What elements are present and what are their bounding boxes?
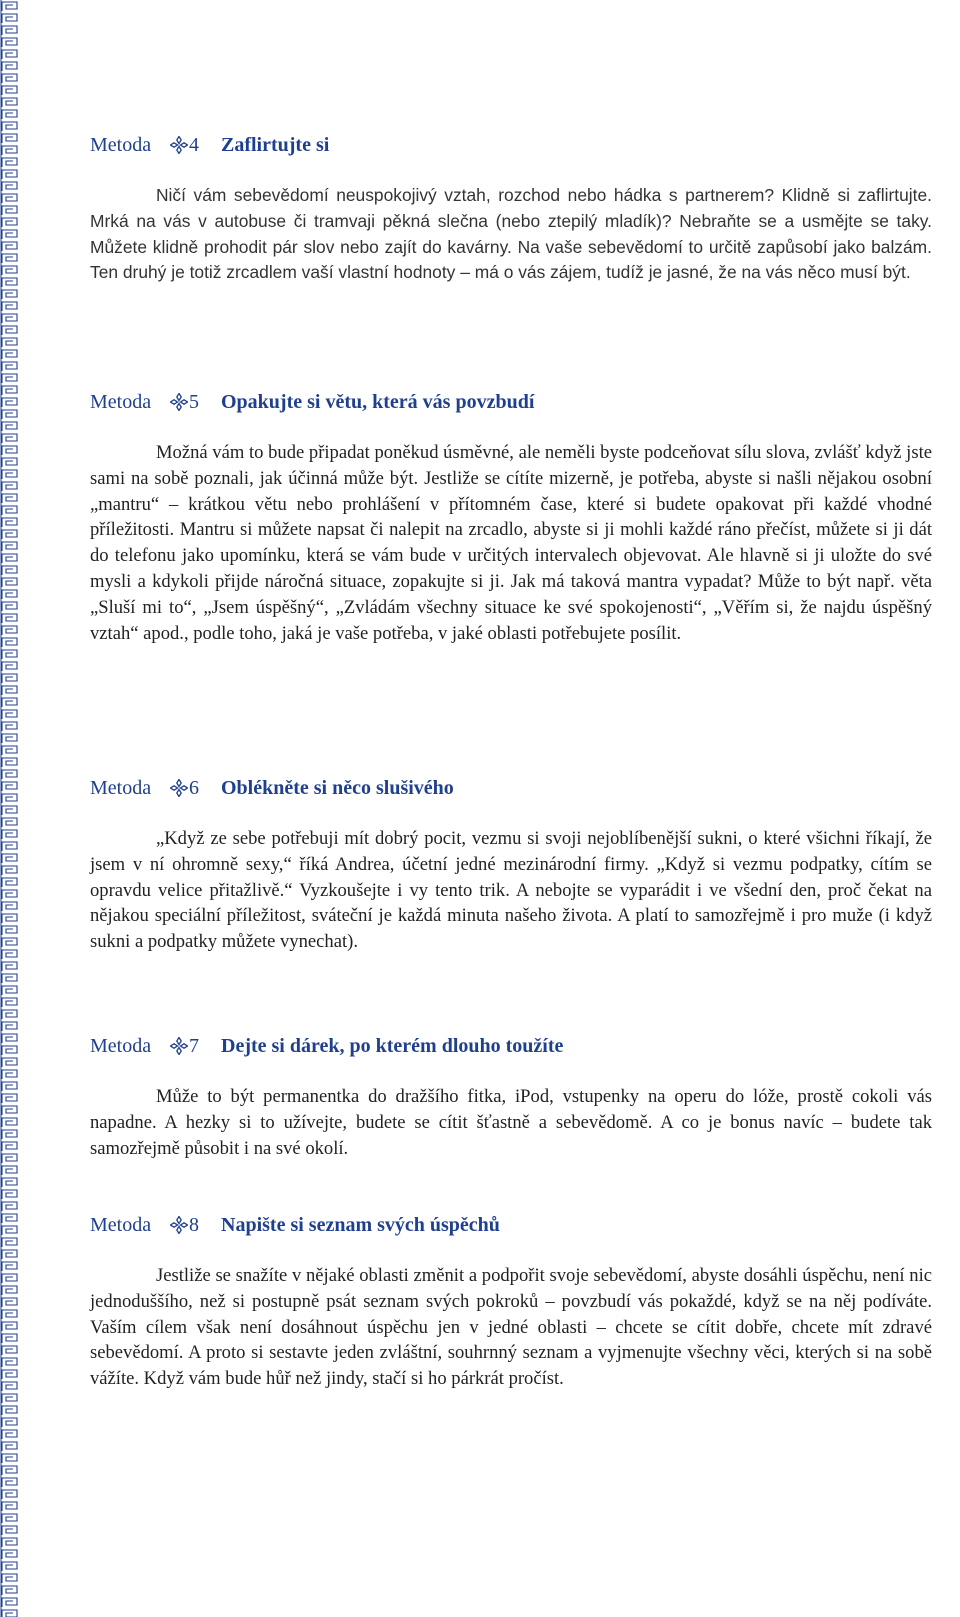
method-label: Metoda [90, 1035, 152, 1057]
four-diamond-icon [170, 393, 188, 411]
four-diamond-icon [170, 779, 188, 797]
method-heading [90, 131, 932, 159]
method-number: 8 [189, 1214, 199, 1236]
method-label: Metoda [90, 777, 152, 799]
four-diamond-icon [170, 1037, 188, 1055]
four-diamond-icon [170, 136, 188, 154]
method-label: Metoda [90, 1214, 152, 1236]
method-title: Dejte si dárek, po kterém dlouho toužíte [221, 1035, 564, 1057]
method-number: 4 [189, 134, 199, 156]
section-method-7 [90, 1032, 932, 1180]
method-heading [90, 388, 932, 416]
method-title: Opakujte si větu, která vás povzbudí [221, 391, 535, 413]
method-title: Oblékněte si něco slušivého [221, 777, 454, 799]
section-method-6 [90, 774, 932, 974]
method-paragraph: Možná vám to bude připadat poněkud úsměvné, ale neměli byste podceňovat sílu slova, zvlášť když jste sami na sobě poznali, jak účinná může být. Jestliže se cítíte mizerně, je potřeba, abyste si našli nějakou osobní „mantru“ – krátkou větu nebo prohlášení v přítomném čase, které si budete opakovat při každé vhodné příležitosti. Mantru si můžete napsat či nalepit na zrcadlo, abyste si ji mohli každé ráno přečíst, můžete si ji dát do telefonu jako upomínku, která se vám bude v určitých intervalech objevovat. Ale hlavně si ji uložte do své mysli a kdykoli přijde náročná situace, zopakujte si ji. Jak má taková mantra vypadat? Může to být např. věta „Sluší mi to“, „Jsem úspěšný“, „Zvládám všechny situace ke své spokojenosti“, „Věřím si, že najdu úspěšný vztah“ apod., podle toho, jaká je vaše potřeba, v jaké oblasti potřebujete posílit. [90, 442, 932, 644]
method-number: 5 [189, 391, 199, 413]
method-title: Napište si seznam svých úspěchů [221, 1214, 500, 1236]
method-label: Metoda [90, 391, 152, 413]
method-paragraph: „Když ze sebe potřebuji mít dobrý pocit, vezmu si svoji nejoblíbenější sukni, o které všichni říkají, že jsem v ní ohromně sexy,“ říká Andrea, účetní jedné mezinárodní firmy. „Když si vezmu podpatky, cítím se opravdu velice přitažlivě.“ Vyzkoušejte i vy tento trik. A nebojte se vyparádit i ve všední den, proč čekat na nějakou speciální příležitost, sváteční je každá minuta našeho života. A platí to samozřejmě i pro muže (i když sukni a podpatky můžete vynechat). [90, 828, 932, 953]
method-heading [90, 774, 932, 802]
section-method-5 [90, 388, 932, 665]
method-heading [90, 1211, 932, 1239]
section-method-4 [90, 131, 932, 304]
section-method-8 [90, 1211, 932, 1411]
method-paragraph: Může to být permanentka do dražšího fitka, iPod, vstupenky na operu do lóže, prostě cokoli vás napadne. A hezky si to užívejte, budete se cítit šťastně a sebevědomě. A co je bonus navíc – budete tak samozřejmě působit i na své okolí. [90, 1086, 932, 1159]
four-diamond-icon [170, 1216, 188, 1234]
method-heading [90, 1032, 932, 1060]
method-number: 7 [189, 1035, 199, 1057]
greek-key-border [0, 0, 20, 1617]
method-title: Zaflirtujte si [221, 134, 330, 156]
method-text: Ničí vám sebevědomí neuspokojivý vztah, rozchod nebo hádka s partnerem? Klidně si zaflirtujte. Mrká na vás v autobuse či tramvaji pěkná slečna (nebo ztepilý mladík)? Nebraňte se a usmějte se taky. Můžete klidně prohodit pár slov nebo zajít do kavárny. Na vaše sebevědomí to určitě zapůsobí jako balzám. Ten druhý je totiž zrcadlem vaší vlastní hodnoty – má o vás zájem, tudíž je jasné, že na vás něco musí být. [90, 185, 932, 283]
method-paragraph: Jestliže se snažíte v nějaké oblasti změnit a podpořit svoje sebevědomí, abyste dosáhli úspěchu, není nic jednoduššího, než si postupně psát seznam svých pokroků – povzbudí vás pokaždé, když se na něj podíváte. Vaším cílem však není dosáhnout úspěchu jen v jedné oblasti – chcete se cítit dobře, chcete mít zdravé sebevědomí. A proto si sestavte jeden zvláštní, souhrnný seznam a vyjmenujte všechny věci, kterých si na sobě vážíte. Když vám bude hůř než jindy, stačí si ho párkrát pročíst. [90, 1265, 932, 1390]
method-label: Metoda [90, 134, 152, 156]
method-paragraph [90, 183, 932, 286]
method-number: 6 [189, 777, 199, 799]
